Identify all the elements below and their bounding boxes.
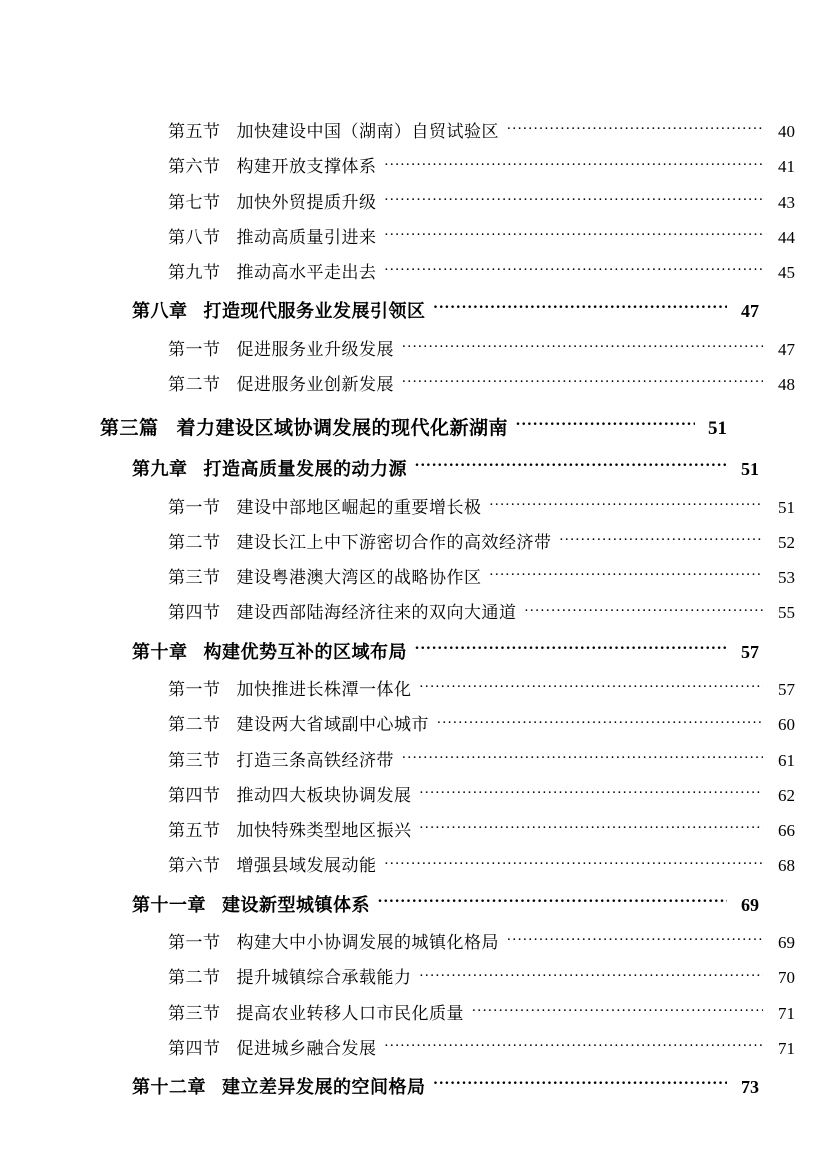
- toc-entry-title: 加快建设中国（湖南）自贸试验区: [236, 122, 499, 141]
- toc-entry-label: 第六节: [168, 856, 221, 876]
- toc-leader-dots: [490, 496, 764, 513]
- toc-leader-dots: [385, 155, 764, 172]
- toc-entry-label: 第三篇: [100, 418, 159, 440]
- toc-entry-page-number: 53: [778, 568, 795, 587]
- toc-entry-title: 建设两大省域副中心城市: [236, 715, 429, 735]
- toc-entry-title: 建设西部陆海经济往来的双向大通道: [236, 603, 517, 623]
- toc-entry-title: 打造高质量发展的动力源: [203, 459, 407, 479]
- toc-entry-title: 构建大中小协调发展的城镇化格局: [236, 933, 499, 952]
- toc-entry-label: 第五节: [168, 122, 221, 141]
- toc-leader-dots: [385, 1037, 764, 1054]
- toc-entry-title: 打造三条高铁经济带: [236, 750, 394, 770]
- toc-entry[interactable]: [168, 931, 795, 953]
- toc-entry-title: 提高农业转移人口市民化质量: [236, 1003, 464, 1023]
- toc-entry-title: 推动高质量引进来: [236, 227, 377, 247]
- toc-entry-page-number: 69: [778, 933, 795, 952]
- toc-entry[interactable]: [100, 415, 727, 441]
- toc-entry[interactable]: [168, 566, 795, 588]
- toc-entry-label: 第五节: [168, 821, 221, 840]
- toc-entry[interactable]: [168, 749, 795, 771]
- toc-leader-dots: [434, 1075, 728, 1093]
- toc-leader-dots: [420, 966, 764, 983]
- toc-entry-label: 第九节: [168, 263, 221, 282]
- toc-leader-dots: [402, 373, 763, 390]
- toc-entry-page-number: 60: [778, 715, 795, 735]
- toc-entry-page-number: 70: [778, 968, 795, 988]
- toc-entry-page-number: 68: [778, 856, 795, 876]
- toc-entry-label: 第八章: [132, 301, 188, 322]
- toc-entry-title: 增强县域发展动能: [236, 856, 377, 876]
- toc-entry[interactable]: [168, 1002, 795, 1024]
- toc-entry[interactable]: [168, 373, 795, 395]
- toc-entry-page-number: 45: [778, 263, 795, 282]
- toc-entry-title: 促进服务业升级发展: [236, 339, 394, 359]
- toc-entry[interactable]: [168, 191, 795, 213]
- toc-entry[interactable]: [168, 120, 795, 142]
- toc-leader-dots: [490, 566, 764, 583]
- toc-entry[interactable]: [132, 1075, 759, 1099]
- toc-entry-label: 第四节: [168, 603, 221, 623]
- toc-leader-dots: [516, 415, 695, 434]
- toc-entry-label: 第三节: [168, 750, 221, 770]
- toc-entry-page-number: 71: [778, 1003, 795, 1023]
- toc-leader-dots: [385, 226, 764, 243]
- toc-entry-page-number: 47: [741, 301, 759, 322]
- toc-entry-page-number: 66: [778, 821, 795, 840]
- toc-entry[interactable]: [168, 784, 795, 806]
- toc-leader-dots: [507, 120, 763, 137]
- toc-entry-title: 建设新型城镇体系: [222, 894, 370, 915]
- toc-leader-dots: [415, 457, 727, 475]
- toc-entry-page-number: 55: [778, 603, 795, 623]
- toc-entry[interactable]: [168, 713, 795, 735]
- toc-entry-label: 第十一章: [132, 894, 206, 915]
- toc-entry-label: 第一节: [168, 680, 221, 699]
- toc-entry-label: 第八节: [168, 227, 221, 247]
- toc-entry-title: 提升城镇综合承载能力: [236, 968, 412, 988]
- toc-entry-label: 第二节: [168, 375, 221, 394]
- toc-entry-label: 第九章: [132, 459, 188, 479]
- toc-leader-dots: [472, 1002, 763, 1019]
- toc-entry-label: 第一节: [168, 339, 221, 359]
- toc-entry-page-number: 71: [778, 1038, 795, 1058]
- toc-entry-page-number: 73: [741, 1077, 759, 1097]
- toc-entry-title: 加快外贸提质升级: [236, 192, 377, 212]
- toc-entry[interactable]: [168, 496, 795, 518]
- toc-entry-page-number: 40: [778, 122, 795, 141]
- toc-entry-page-number: 48: [778, 375, 795, 394]
- toc-entry[interactable]: [168, 966, 795, 988]
- toc-entry[interactable]: [168, 155, 795, 177]
- toc-entry-title: 加快特殊类型地区振兴: [236, 821, 412, 840]
- toc-entry-title: 打造现代服务业发展引领区: [203, 301, 426, 322]
- toc-leader-dots: [402, 338, 763, 355]
- toc-leader-dots: [437, 713, 763, 730]
- toc-entry-label: 第一节: [168, 497, 221, 517]
- toc-entry-page-number: 62: [778, 785, 795, 805]
- toc-entry-title: 建设长江上中下游密切合作的高效经济带: [236, 532, 552, 552]
- toc-entry-title: 着力建设区域协调发展的现代化新湖南: [176, 418, 509, 440]
- toc-entry[interactable]: [132, 457, 759, 481]
- toc-entry[interactable]: [168, 1037, 795, 1059]
- toc-leader-dots: [420, 678, 764, 695]
- toc-entry-label: 第十章: [132, 641, 188, 662]
- toc-entry-title: 构建开放支撑体系: [236, 157, 377, 177]
- toc-entry-label: 第二节: [168, 532, 221, 552]
- toc-leader-dots: [402, 749, 763, 766]
- toc-entry-page-number: 43: [778, 192, 795, 212]
- toc-entry-title: 建设中部地区崛起的重要增长极: [236, 497, 482, 517]
- toc-entry-page-number: 69: [741, 894, 759, 915]
- toc-leader-dots: [415, 640, 727, 658]
- toc-entry[interactable]: [168, 601, 795, 623]
- toc-leader-dots: [507, 931, 763, 948]
- toc-entry[interactable]: [168, 226, 795, 248]
- toc-entry-page-number: 51: [708, 418, 727, 440]
- toc-entry[interactable]: [132, 640, 759, 664]
- toc-entry[interactable]: [168, 819, 795, 841]
- toc-entry-page-number: 51: [778, 497, 795, 517]
- toc-entry-page-number: 44: [778, 227, 795, 247]
- toc-entry-label: 第二节: [168, 968, 221, 988]
- toc-entry-title: 建立差异发展的空间格局: [222, 1077, 426, 1097]
- toc-entry[interactable]: [168, 261, 795, 283]
- toc-leader-dots: [385, 261, 764, 278]
- toc-leader-dots: [420, 819, 764, 836]
- toc-entry[interactable]: [132, 299, 759, 323]
- toc-entry-label: 第四节: [168, 1038, 221, 1058]
- toc-leader-dots: [525, 601, 764, 618]
- toc-leader-dots: [434, 299, 728, 317]
- toc-entry-page-number: 57: [741, 641, 759, 662]
- toc-entry[interactable]: [168, 338, 795, 360]
- toc-entry-title: 加快推进长株潭一体化: [236, 680, 412, 699]
- toc-entry-label: 第二节: [168, 715, 221, 735]
- toc-entry-label: 第十二章: [132, 1077, 206, 1097]
- toc-entry[interactable]: [132, 893, 759, 917]
- toc-entry-title: 促进服务业创新发展: [236, 375, 394, 394]
- toc-entry-page-number: 47: [778, 339, 795, 359]
- toc-entry-page-number: 57: [778, 680, 795, 699]
- toc-entry[interactable]: [168, 678, 795, 700]
- toc-entry[interactable]: [168, 531, 795, 553]
- toc-entry-page-number: 52: [778, 532, 795, 552]
- toc-leader-dots: [385, 191, 764, 208]
- toc-entry-label: 第四节: [168, 785, 221, 805]
- toc-entry-title: 推动高水平走出去: [236, 263, 377, 282]
- toc-entry-page-number: 51: [741, 459, 759, 479]
- toc-entry-title: 推动四大板块协调发展: [236, 785, 412, 805]
- toc-entry-title: 构建优势互补的区域布局: [203, 641, 407, 662]
- toc-entry-title: 促进城乡融合发展: [236, 1038, 377, 1058]
- toc-leader-dots: [560, 531, 764, 548]
- toc-entry-label: 第六节: [168, 157, 221, 177]
- toc-entry-label: 第三节: [168, 1003, 221, 1023]
- toc-leader-dots: [385, 854, 764, 871]
- toc-entry-page-number: 61: [778, 750, 795, 770]
- toc-entry-label: 第一节: [168, 933, 221, 952]
- toc-entry-title: 建设粤港澳大湾区的战略协作区: [236, 568, 482, 587]
- toc-entry-label: 第三节: [168, 568, 221, 587]
- toc-leader-dots: [420, 784, 764, 801]
- toc-entry-label: 第七节: [168, 192, 221, 212]
- toc-entry-page-number: 41: [778, 157, 795, 177]
- table-of-contents: [100, 120, 795, 1099]
- toc-entry[interactable]: [168, 854, 795, 876]
- toc-leader-dots: [378, 893, 727, 911]
